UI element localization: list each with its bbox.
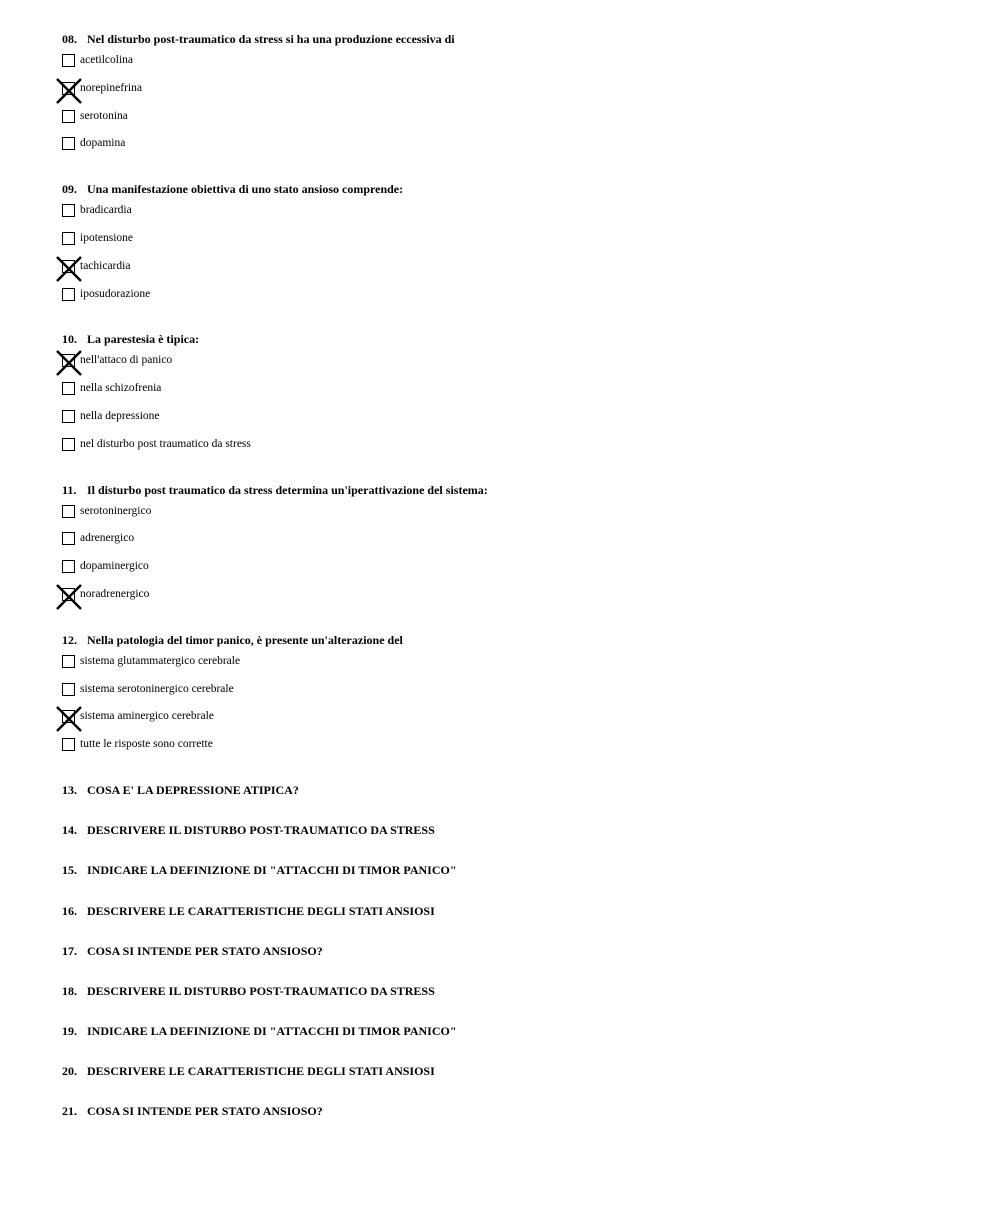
open-question [62, 1023, 962, 1063]
question-number: 12. [62, 632, 77, 647]
question-number: 10. [62, 332, 77, 347]
question-number: 14. [62, 823, 77, 838]
checkbox[interactable] [62, 560, 75, 573]
answer-option[interactable] [62, 503, 962, 531]
question-text: DESCRIVERE LE CARATTERISTICHE DEGLI STATI ANSIOSI [87, 903, 435, 918]
answer-option[interactable] [62, 202, 962, 230]
question-text: DESCRIVERE LE CARATTERISTICHE DEGLI STATI ANSIOSI [87, 1064, 435, 1079]
cross-mark-icon [55, 349, 83, 377]
answer-options [62, 503, 962, 614]
question-text: DESCRIVERE IL DISTURBO POST-TRAUMATICO DA STRESS [87, 823, 435, 838]
checkbox[interactable] [62, 532, 75, 545]
option-label: tachicardia [80, 259, 131, 272]
checkbox[interactable] [62, 54, 75, 67]
question-text: COSA SI INTENDE PER STATO ANSIOSO? [87, 943, 323, 958]
option-label: dopamina [80, 137, 126, 150]
answer-option[interactable] [62, 558, 962, 586]
checkbox-checked[interactable] [62, 354, 75, 367]
option-label: nell'attaco di panico [80, 354, 173, 367]
checkbox[interactable] [62, 232, 75, 245]
multiple-choice-question [62, 181, 962, 313]
checkbox-checked[interactable] [62, 82, 75, 95]
question-title [62, 822, 962, 838]
checkbox[interactable] [62, 204, 75, 217]
question-title [62, 862, 962, 878]
multiple-choice-question [62, 331, 962, 463]
question-text: La parestesia è tipica: [87, 332, 200, 347]
question-title [62, 943, 962, 959]
cross-mark-icon [55, 705, 83, 733]
question-number: 08. [62, 32, 77, 46]
question-text: COSA SI INTENDE PER STATO ANSIOSO? [87, 1104, 323, 1119]
question-number: 11. [62, 482, 77, 497]
answer-option[interactable] [62, 286, 962, 314]
answer-option[interactable] [62, 436, 962, 464]
answer-options [62, 52, 962, 163]
question-title [62, 331, 962, 347]
question-title [62, 1063, 962, 1079]
option-label: norepinefrina [80, 81, 142, 94]
question-number: 20. [62, 1064, 77, 1079]
option-label: ipotensione [80, 231, 134, 244]
option-label: tutte le risposte sono corrette [80, 738, 213, 751]
option-label: nella schizofrenia [80, 382, 162, 395]
question-number: 16. [62, 903, 77, 918]
option-label: serotoninergico [80, 504, 152, 517]
answer-options [62, 202, 962, 313]
answer-options [62, 653, 962, 764]
option-label: noradrenergico [80, 587, 150, 600]
checkbox[interactable] [62, 288, 75, 301]
answer-option[interactable] [62, 681, 962, 709]
question-text: INDICARE LA DEFINIZIONE DI "ATTACCHI DI TIMOR PANICO" [87, 1024, 457, 1039]
question-title [62, 632, 962, 648]
open-question [62, 943, 962, 983]
option-label: dopaminergico [80, 560, 149, 573]
open-question [62, 822, 962, 862]
question-text: Il disturbo post traumatico da stress determina un'iperattivazione del sistema: [87, 482, 488, 497]
quiz-document [62, 31, 962, 1144]
option-label: sistema serotoninergico cerebrale [80, 682, 234, 695]
answer-option[interactable] [62, 408, 962, 436]
checkbox-checked[interactable] [62, 710, 75, 723]
answer-option[interactable] [62, 653, 962, 681]
question-number: 13. [62, 782, 77, 797]
multiple-choice-question [62, 31, 962, 163]
open-question [62, 782, 962, 822]
question-title [62, 1103, 962, 1119]
open-question [62, 1063, 962, 1103]
open-question [62, 983, 962, 1023]
option-label: acetilcolina [80, 54, 133, 66]
question-number: 18. [62, 983, 77, 998]
checkbox-checked[interactable] [62, 588, 75, 601]
answer-option[interactable] [62, 586, 962, 614]
checkbox[interactable] [62, 382, 75, 395]
cross-mark-icon [55, 583, 83, 611]
checkbox[interactable] [62, 438, 75, 451]
answer-option[interactable] [62, 52, 962, 80]
question-title [62, 1023, 962, 1039]
question-title [62, 983, 962, 999]
answer-option[interactable] [62, 352, 962, 380]
checkbox[interactable] [62, 110, 75, 123]
question-text: Una manifestazione obiettiva di uno stato ansioso comprende: [87, 182, 404, 197]
answer-options [62, 352, 962, 463]
question-number: 17. [62, 943, 77, 958]
checkbox[interactable] [62, 738, 75, 751]
answer-option[interactable] [62, 736, 962, 764]
cross-mark-icon [55, 255, 83, 283]
question-text: Nella patologia del timor panico, è presente un'alterazione del [87, 632, 403, 647]
option-label: serotonina [80, 109, 128, 122]
option-label: sistema aminergico cerebrale [80, 710, 214, 723]
option-label: bradicardia [80, 204, 132, 217]
checkbox[interactable] [62, 655, 75, 668]
checkbox[interactable] [62, 683, 75, 696]
answer-option[interactable] [62, 530, 962, 558]
question-number: 15. [62, 863, 77, 878]
question-text: Nel disturbo post-traumatico da stress si ha una produzione eccessiva di [87, 32, 455, 46]
question-text: INDICARE LA DEFINIZIONE DI "ATTACCHI DI TIMOR PANICO" [87, 863, 457, 878]
option-label: nel disturbo post traumatico da stress [80, 437, 251, 450]
answer-option[interactable] [62, 708, 962, 736]
answer-option[interactable] [62, 230, 962, 258]
question-title [62, 181, 962, 197]
checkbox[interactable] [62, 505, 75, 518]
multiple-choice-question [62, 632, 962, 764]
question-number: 09. [62, 182, 77, 197]
option-label: nella depressione [80, 409, 160, 422]
question-number: 21. [62, 1104, 77, 1119]
checkbox[interactable] [62, 410, 75, 423]
option-label: iposudorazione [80, 287, 151, 300]
open-question [62, 862, 962, 902]
checkbox-checked[interactable] [62, 260, 75, 273]
answer-option[interactable] [62, 135, 962, 163]
question-text: DESCRIVERE IL DISTURBO POST-TRAUMATICO DA STRESS [87, 983, 435, 998]
answer-option[interactable] [62, 108, 962, 136]
question-title [62, 31, 962, 47]
question-text: COSA E' LA DEPRESSIONE ATIPICA? [87, 782, 299, 797]
open-question [62, 903, 962, 943]
answer-option[interactable] [62, 380, 962, 408]
question-number: 19. [62, 1024, 77, 1039]
question-title [62, 482, 962, 498]
question-title [62, 782, 962, 798]
option-label: adrenergico [80, 532, 135, 545]
multiple-choice-question [62, 482, 962, 614]
option-label: sistema glutammatergico cerebrale [80, 654, 241, 667]
open-question [62, 1103, 962, 1143]
checkbox[interactable] [62, 137, 75, 150]
answer-option[interactable] [62, 258, 962, 286]
cross-mark-icon [55, 77, 83, 105]
question-title [62, 903, 962, 919]
answer-option[interactable] [62, 80, 962, 108]
